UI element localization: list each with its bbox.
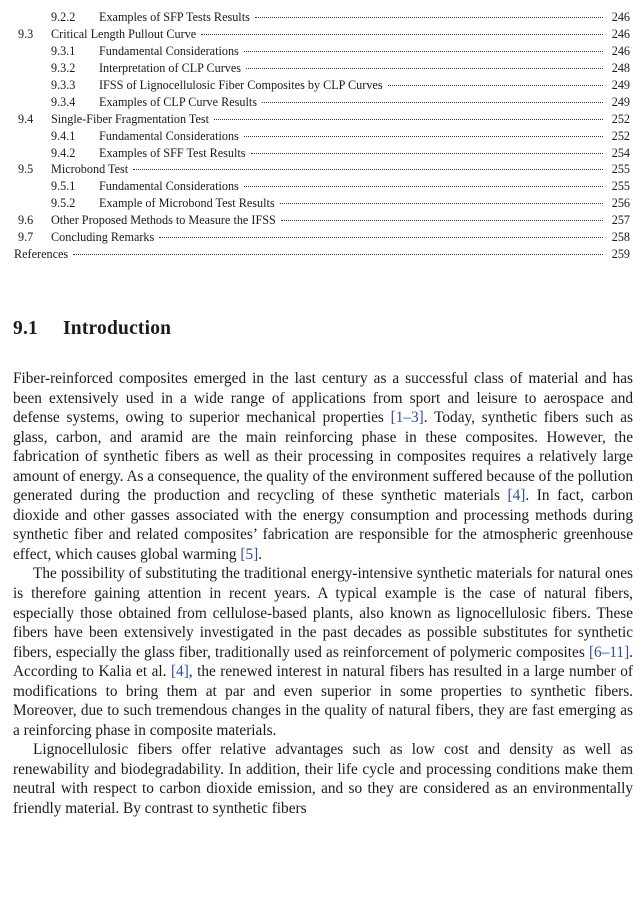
toc-entry-page: 249 (611, 94, 630, 109)
paragraph-text: , the renewed interest in natural fibers has resulted in a large number of modifications to bring them at par and even superior in some properties to synthetic fibers. Moreover, due to such tremendous changes in the quality of natural fibers, they are fast emerging as a reinforcing phase in composite materials. (13, 663, 633, 739)
citation-link[interactable]: [5] (240, 545, 259, 563)
toc-entry[interactable] (14, 26, 630, 43)
toc-entry-page: 254 (611, 145, 630, 160)
toc-leader-dots (73, 254, 603, 255)
toc-entry-title: IFSS of Lignocellulosic Fiber Composites by CLP Curves (99, 77, 383, 92)
toc-leader-dots (251, 153, 603, 154)
toc-leader-dots (255, 17, 603, 18)
toc-entry-number: 9.3.4 (51, 94, 76, 109)
toc-entry-title: Examples of SFP Tests Results (99, 10, 250, 24)
section-heading (13, 318, 171, 340)
toc-entry-number: 9.4.2 (51, 145, 76, 160)
toc-entry-title: Fundamental Considerations (99, 128, 239, 143)
toc-entry[interactable] (14, 77, 630, 94)
toc-leader-dots (133, 169, 603, 170)
toc-entry-title: Microbond Test (51, 162, 129, 177)
toc-entry-number: 9.4.1 (51, 128, 76, 143)
toc-entry-title: Interpretation of CLP Curves (99, 60, 242, 75)
toc-entry[interactable] (14, 178, 630, 195)
toc-entry-number: 9.4 (18, 111, 34, 126)
toc-entry[interactable] (14, 229, 630, 246)
toc-leader-dots (201, 34, 603, 35)
table-of-contents (14, 9, 630, 263)
toc-entry[interactable] (14, 212, 630, 229)
toc-entry-number: 9.6 (18, 213, 34, 228)
section-title: Introduction (63, 318, 172, 339)
citation-link[interactable]: [1–3] (390, 409, 424, 427)
paragraph (13, 740, 633, 818)
toc-entry-page: 255 (611, 179, 630, 194)
toc-entry-page: 252 (611, 128, 630, 143)
paragraph-text: . Today, synthetic fibers such as glass, carbon, and aramid are the main reinforcing phase in these composites. However, the fabrication of synthetic fibers as well as their processing in composites requires a relatively large amount of energy. As a consequence, the quality of the environment suffered because of the pollution generated during the production and recycling of these synthetic materials (13, 409, 633, 505)
paragraph-text: . In fact, carbon dioxide and other gasses associated with the energy consumption and processing methods during synthetic fiber and related composites’ fabrication are responsible for the atmospheric greenhouse effect, which causes global warming (13, 487, 634, 563)
toc-entry-number: 9.2.2 (51, 10, 76, 24)
toc-leader-dots (388, 85, 603, 86)
toc-leader-dots (244, 51, 603, 52)
toc-leader-dots (244, 136, 603, 137)
toc-entry-number: 9.5 (18, 162, 34, 177)
paragraph-text: . (258, 545, 263, 563)
toc-entry-title: Fundamental Considerations (99, 179, 239, 194)
toc-entry-number: 9.5.1 (51, 179, 76, 194)
citation-link[interactable]: [6–11] (588, 643, 630, 661)
toc-entry-page: 259 (611, 247, 630, 262)
toc-entry-page: 256 (611, 196, 630, 211)
toc-entry-page: 246 (611, 26, 630, 41)
paragraph-text: The possibility of substituting the traditional energy-intensive synthetic materials for natural ones is therefore gaining attention in recent years. A typical example is the case of natural fibers, especially those obtained from cellulose-based plants, also known as lignocellulosic fibers. These fibers have been extensively investigated in the past decades as possible substitutes for synthetic fibers, especially the glass fiber, traditionally used as reinforcement of polymeric composites (13, 565, 633, 661)
toc-entry-page: 252 (611, 111, 630, 126)
toc-entry-number: 9.7 (18, 230, 34, 245)
toc-entry-page: 249 (611, 77, 630, 92)
toc-entry-page: 257 (611, 213, 630, 228)
toc-entry[interactable] (14, 128, 630, 145)
toc-entry-number: 9.3.1 (51, 43, 76, 58)
toc-entry[interactable] (14, 195, 630, 212)
toc-entry-number: 9.3.3 (51, 77, 76, 92)
toc-entry-title: Other Proposed Methods to Measure the IFSS (51, 213, 276, 228)
toc-entry[interactable] (14, 94, 630, 111)
toc-entry-page: 255 (611, 162, 630, 177)
toc-entry[interactable] (14, 43, 630, 60)
paragraph (13, 369, 633, 564)
toc-entry-page: 248 (611, 60, 630, 75)
toc-leader-dots (244, 186, 603, 187)
toc-entry-title: References (14, 247, 69, 262)
toc-entry-page: 258 (611, 230, 630, 245)
toc-entry-title: Example of Microbond Test Results (99, 196, 275, 211)
toc-entry-title: Examples of SFF Test Results (99, 145, 246, 160)
toc-entry[interactable] (14, 60, 630, 77)
paragraph-text: Fiber-reinforced composites emerged in the last century as a successful class of material and has been extensively used in a wide range of applications from sport and leisure to aerospace and defense systems, owing to superior mechanical properties (13, 370, 633, 427)
toc-entry[interactable] (14, 161, 630, 178)
toc-entry[interactable] (14, 246, 630, 263)
toc-entry[interactable] (14, 111, 630, 128)
paragraph-text: . According to Kalia et al. (13, 643, 633, 681)
toc-entry-number: 9.3 (18, 26, 34, 41)
citation-link[interactable]: [4] (507, 487, 526, 505)
toc-leader-dots (214, 119, 603, 120)
toc-entry-number: 9.5.2 (51, 196, 76, 211)
toc-leader-dots (246, 68, 603, 69)
citation-link[interactable]: [4] (170, 663, 189, 681)
toc-entry-page: 246 (611, 10, 630, 24)
toc-entry-title: Single-Fiber Fragmentation Test (51, 111, 210, 126)
toc-entry-title: Fundamental Considerations (99, 43, 239, 58)
toc-leader-dots (159, 237, 603, 238)
toc-leader-dots (262, 102, 603, 103)
toc-entry-page: 246 (611, 43, 630, 58)
paragraph-text: Lignocellulosic fibers offer relative advantages such as low cost and density as well as renewability and biodegradability. In addition, their life cycle and processing conditions make them neutral with respect to carbon dioxide emission, and so they are considered as an environmentally friendly material. By contrast to synthetic fibers (13, 741, 633, 818)
section-number: 9.1 (13, 318, 38, 339)
toc-entry-title: Concluding Remarks (51, 230, 155, 245)
toc-entry-title: Critical Length Pullout Curve (51, 26, 197, 41)
body-text (13, 369, 633, 819)
toc-entry[interactable] (14, 9, 630, 26)
toc-entry-number: 9.3.2 (51, 60, 76, 75)
toc-entry-title: Examples of CLP Curve Results (99, 94, 257, 109)
toc-leader-dots (281, 220, 603, 221)
toc-entry[interactable] (14, 145, 630, 162)
toc-leader-dots (280, 203, 603, 204)
paragraph (13, 564, 633, 740)
